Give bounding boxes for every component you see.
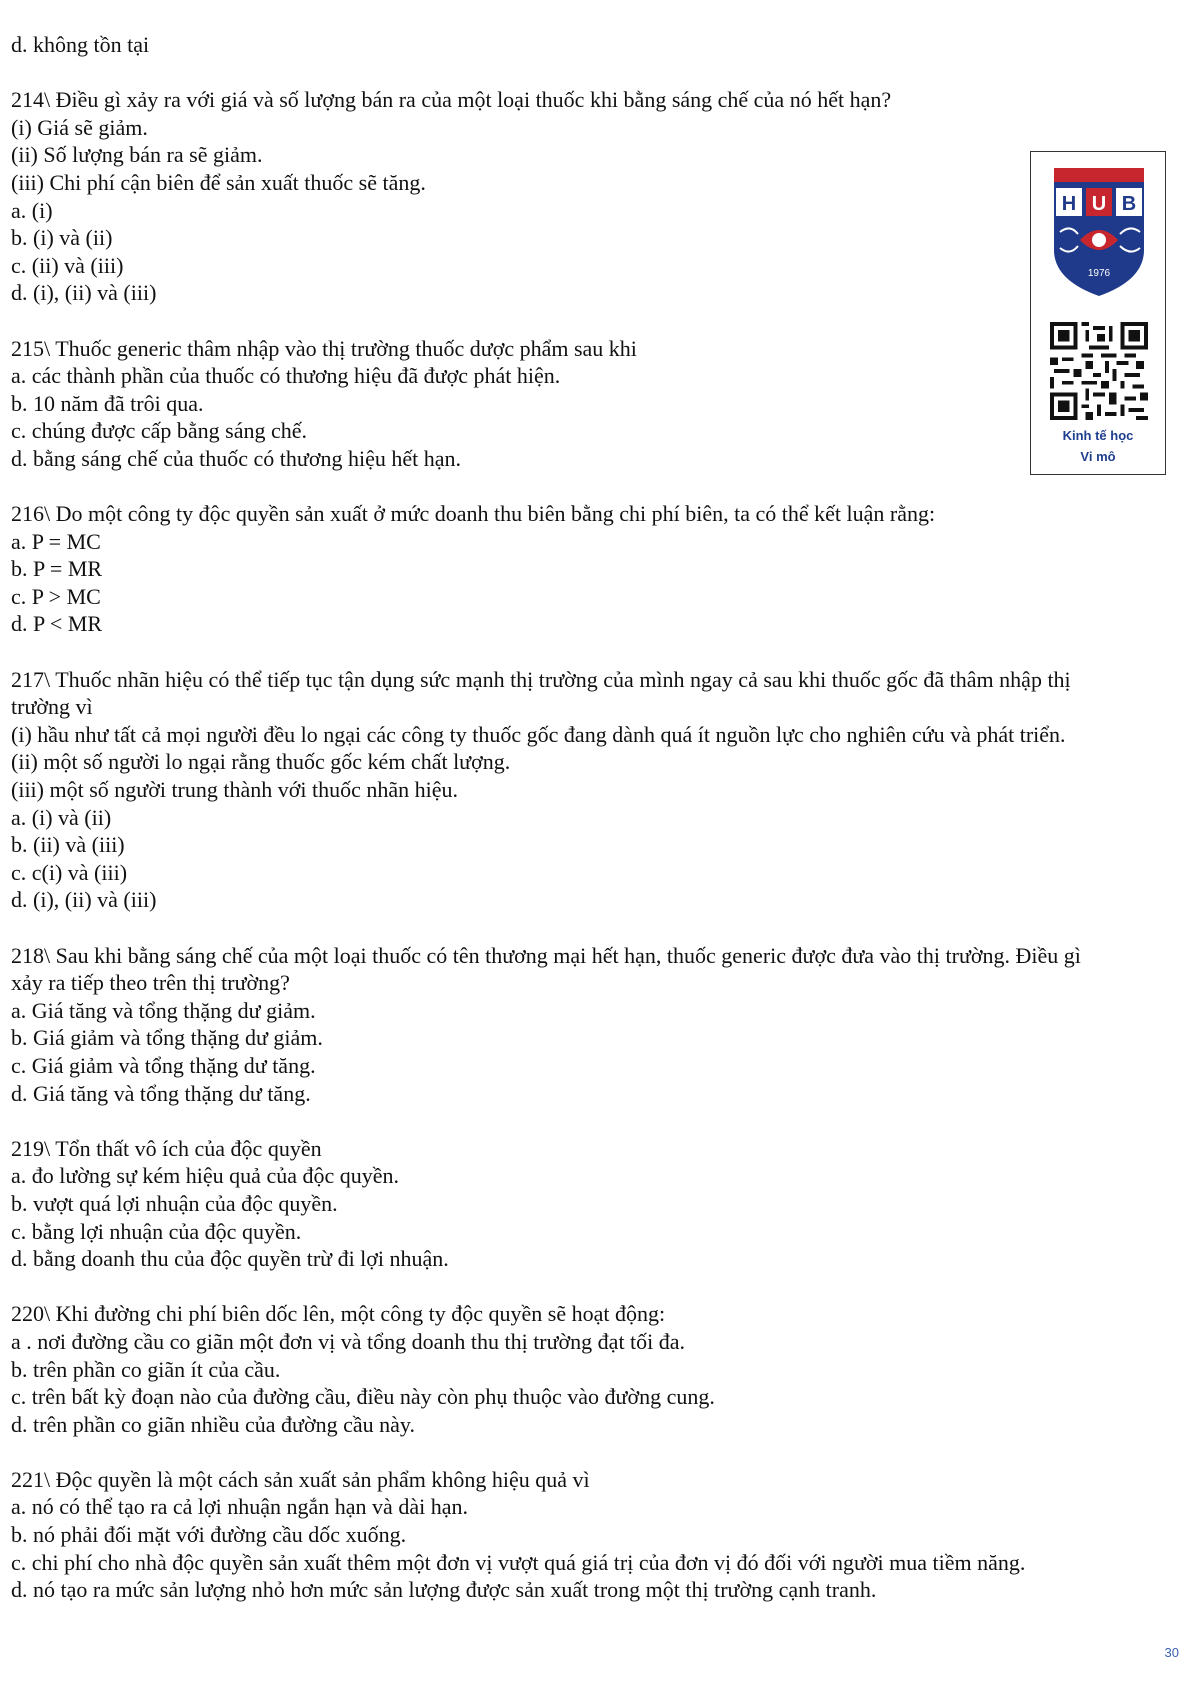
text-line: 215\ Thuốc generic thâm nhập vào thị trường thuốc dược phẩm sau khi (11, 335, 637, 361)
logo-caption-line2: Vi mô (1080, 449, 1116, 464)
logo-letter-h: H (1061, 193, 1077, 215)
text-line: c. trên bất kỳ đoạn nào của đường cầu, điều này còn phụ thuộc vào đường cung. (11, 1384, 715, 1410)
text-line: 216\ Do một công ty độc quyền sản xuất ở mức doanh thu biên bằng chi phí biên, ta có thể kết luận rằng: (11, 501, 936, 527)
logo-caption-line1: Kinh tế học (1062, 428, 1134, 443)
text-line: d. Giá tăng và tổng thặng dư tăng. (11, 1080, 311, 1106)
text-line: 217\ Thuốc nhãn hiệu có thể tiếp tục tận dụng sức mạnh thị trường của mình ngay cả sau khi thuốc gốc đã thâm nhập thị (11, 666, 1071, 692)
text-line: b. (ii) và (iii) (11, 832, 125, 858)
text-line: d. P < MR (11, 611, 103, 637)
text-line: c. c(i) và (iii) (11, 859, 128, 885)
text-line: (ii) một số người lo ngại rằng thuốc gốc kém chất lượng. (11, 749, 511, 775)
paragraph-gap (11, 473, 1179, 501)
course-logo-card (1030, 151, 1166, 475)
logo-year: 1976 (1087, 268, 1111, 279)
text-line: b. 10 năm đã trôi qua. (11, 390, 204, 416)
text-line: 221\ Độc quyền là một cách sản xuất sản phẩm không hiệu quả vì (11, 1466, 590, 1492)
paragraph-gap (11, 1107, 1179, 1135)
paragraph-gap (11, 1438, 1179, 1466)
paragraph-gap (11, 914, 1179, 942)
text-line: d. bằng doanh thu của độc quyền trừ đi lợi nhuận. (11, 1246, 449, 1272)
text-line: a. Giá tăng và tổng thặng dư giảm. (11, 997, 316, 1023)
text-line: b. nó phải đối mặt với đường cầu dốc xuống. (11, 1522, 407, 1548)
text-line: a. (i) và (ii) (11, 804, 112, 830)
logo-letter-u: U (1091, 193, 1107, 215)
qr-code (1050, 322, 1148, 420)
text-line: b. vượt quá lợi nhuận của độc quyền. (11, 1190, 338, 1216)
text-line: d. không tồn tại (11, 32, 150, 57)
text-line: a . nơi đường cầu co giãn một đơn vị và tổng doanh thu thị trường đạt tối đa. (11, 1328, 686, 1354)
text-line: b. trên phần co giãn ít của cầu. (11, 1356, 281, 1382)
text-line: c. chi phí cho nhà độc quyền sản xuất thêm một đơn vị vượt quá giá trị của đơn vị đó đối với người mua tiềm năng. (11, 1549, 1026, 1575)
text-line: c. P > MC (11, 583, 101, 609)
paragraph-gap (11, 59, 1179, 87)
text-line: d. (i), (ii) và (iii) (11, 280, 157, 306)
text-line: a. các thành phần của thuốc có thương hiệu đã được phát hiện. (11, 363, 561, 389)
text-line: c. chúng được cấp bằng sáng chế. (11, 418, 308, 444)
hub-shield-logo (1050, 162, 1148, 300)
text-line: (iii) Chi phí cận biên để sản xuất thuốc sẽ tăng. (11, 169, 426, 195)
paragraph-gap (11, 307, 1179, 335)
text-line: 218\ Sau khi bằng sáng chế của một loại thuốc có tên thương mại hết hạn, thuốc generic được đưa vào thị trường. Điều gì (11, 942, 1081, 968)
text-line: 220\ Khi đường chi phí biên dốc lên, một công ty độc quyền sẽ hoạt động: (11, 1301, 666, 1327)
logo-letter-b: B (1121, 193, 1137, 215)
text-line: 219\ Tổn thất vô ích của độc quyền (11, 1135, 322, 1161)
text-line: c. (ii) và (iii) (11, 252, 124, 278)
text-line: (ii) Số lượng bán ra sẽ giảm. (11, 142, 263, 168)
paragraph-gap (11, 1273, 1179, 1301)
text-line: 214\ Điều gì xảy ra với giá và số lượng bán ra của một loại thuốc khi bằng sáng chế của nó hết hạn? (11, 87, 892, 113)
text-line: b. Giá giảm và tổng thặng dư giảm. (11, 1025, 323, 1051)
text-line: b. P = MR (11, 556, 103, 582)
text-line: trường vì (11, 694, 93, 720)
text-line: xảy ra tiếp theo trên thị trường? (11, 970, 290, 996)
text-line: (iii) một số người trung thành với thuốc nhãn hiệu. (11, 777, 459, 803)
paragraph-gap (11, 638, 1179, 666)
text-line: d. trên phần co giãn nhiều của đường cầu này. (11, 1411, 415, 1437)
text-line: a. nó có thể tạo ra cả lợi nhuận ngắn hạn và dài hạn. (11, 1494, 468, 1520)
text-line: b. (i) và (ii) (11, 225, 113, 251)
text-line: d. nó tạo ra mức sản lượng nhỏ hơn mức sản lượng được sản xuất trong một thị trường cạnh tranh. (11, 1577, 877, 1603)
text-line: d. (i), (ii) và (iii) (11, 887, 157, 913)
text-line: a. P = MC (11, 528, 101, 554)
text-line: a. đo lường sự kém hiệu quả của độc quyền. (11, 1163, 399, 1189)
page-number: 30 (1164, 1645, 1179, 1660)
document-body (11, 31, 1179, 1604)
text-line: (i) hầu như tất cả mọi người đều lo ngại các công ty thuốc gốc đang dành quá ít nguồn lực cho nghiên cứu và phát triển. (11, 721, 1066, 747)
text-line: d. bằng sáng chế của thuốc có thương hiệu hết hạn. (11, 445, 461, 471)
text-line: (i) Giá sẽ giảm. (11, 114, 148, 140)
text-line: c. bằng lợi nhuận của độc quyền. (11, 1218, 302, 1244)
text-line: c. Giá giảm và tổng thặng dư tăng. (11, 1052, 316, 1078)
text-line: a. (i) (11, 197, 53, 223)
